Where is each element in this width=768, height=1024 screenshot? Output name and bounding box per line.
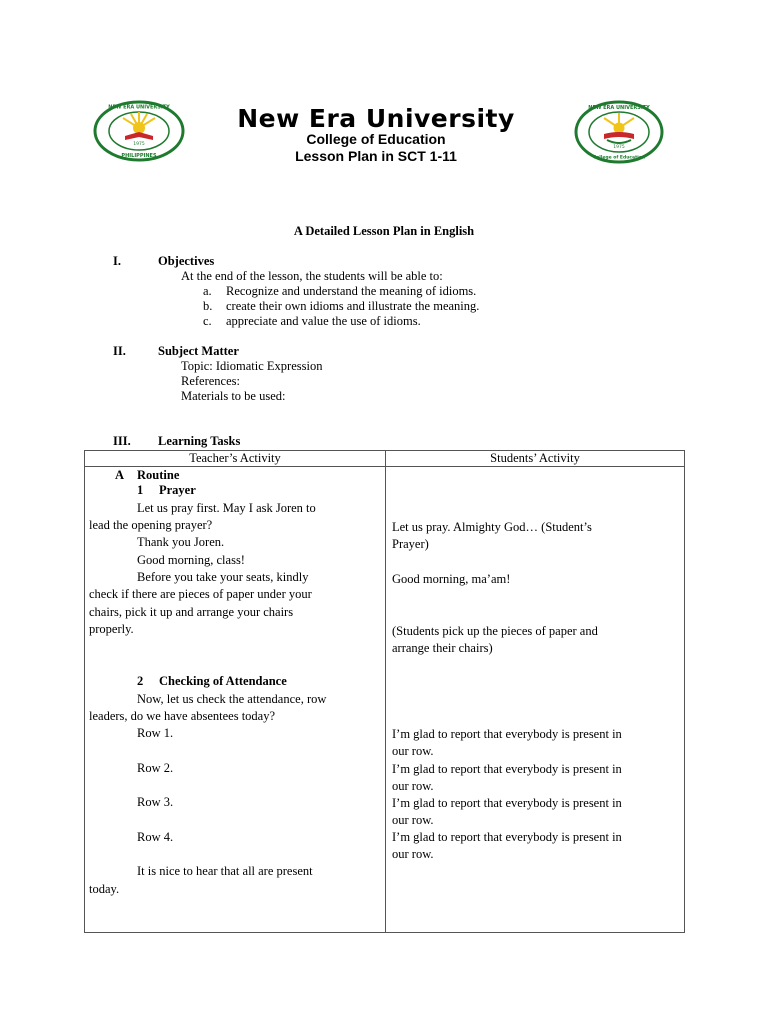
prayer-marker: 1 xyxy=(137,483,144,497)
teacher-line: Now, let us check the attendance, row xyxy=(137,692,327,706)
subject-materials: Materials to be used: xyxy=(181,389,286,403)
students-activity-header: Students’ Activity xyxy=(386,451,685,467)
subject-matter-numeral: II. xyxy=(113,344,126,358)
student-line: our row. xyxy=(392,847,434,861)
student-line: our row. xyxy=(392,813,434,827)
teacher-activity-cell xyxy=(85,467,386,933)
objectives-heading: Objectives xyxy=(158,254,215,268)
college-name: College of Education xyxy=(306,131,446,147)
svg-text:PHILIPPINES: PHILIPPINES xyxy=(121,153,157,159)
student-line: Good morning, ma’am! xyxy=(392,572,511,586)
objective-b-marker: b. xyxy=(203,299,213,313)
svg-text:1975: 1975 xyxy=(133,142,145,147)
section-a-marker: A xyxy=(115,468,125,482)
objectives-intro: At the end of the lesson, the students will be able to: xyxy=(181,269,443,283)
teacher-line: Good morning, class! xyxy=(137,553,245,567)
student-line: I’m glad to report that everybody is present in xyxy=(392,727,622,741)
attendance-title: Checking of Attendance xyxy=(159,674,287,688)
subject-topic: Topic: Idiomatic Expression xyxy=(181,359,323,373)
document-title: A Detailed Lesson Plan in English xyxy=(293,224,475,238)
course-name: Lesson Plan in SCT 1-11 xyxy=(295,148,457,164)
svg-text:NEW ERA UNIVERSITY: NEW ERA UNIVERSITY xyxy=(108,104,170,111)
learning-tasks-heading: Learning Tasks xyxy=(158,434,241,448)
teacher-line: chairs, pick it up and arrange your chairs xyxy=(89,605,294,619)
teacher-line: properly. xyxy=(89,622,134,636)
teacher-line: lead the opening prayer? xyxy=(89,518,213,532)
student-line: I’m glad to report that everybody is present in xyxy=(392,830,622,844)
student-line: I’m glad to report that everybody is present in xyxy=(392,796,622,810)
student-line: I’m glad to report that everybody is present in xyxy=(392,762,622,776)
svg-text:NEW ERA UNIVERSITY: NEW ERA UNIVERSITY xyxy=(588,105,650,111)
teacher-line: today. xyxy=(89,882,120,896)
subject-matter-heading: Subject Matter xyxy=(158,344,239,358)
teacher-line: Row 1. xyxy=(137,726,174,740)
learning-tasks-table xyxy=(84,450,685,933)
student-line: Prayer) xyxy=(392,537,429,551)
attendance-marker: 2 xyxy=(137,674,144,688)
learning-tasks-numeral: III. xyxy=(113,434,131,448)
section-a-title: Routine xyxy=(137,468,180,482)
objective-a-text: Recognize and understand the meaning of idioms. xyxy=(226,284,477,298)
teacher-line: Row 4. xyxy=(137,830,174,844)
subject-references: References: xyxy=(181,374,240,388)
teacher-line: Thank you Joren. xyxy=(137,535,225,549)
objective-c-marker: c. xyxy=(203,314,212,328)
student-line: arrange their chairs) xyxy=(392,641,493,655)
teacher-line: It is nice to hear that all are present xyxy=(137,864,313,878)
objective-c-text: appreciate and value the use of idioms. xyxy=(226,314,421,328)
prayer-title: Prayer xyxy=(159,483,196,497)
objective-b-text: create their own idioms and illustrate the meaning. xyxy=(226,299,480,313)
teacher-activity-header: Teacher’s Activity xyxy=(85,451,386,467)
student-line: (Students pick up the pieces of paper and xyxy=(392,624,598,638)
teacher-line: Row 2. xyxy=(137,761,174,775)
teacher-line: check if there are pieces of paper under your xyxy=(89,587,312,601)
teacher-line: Before you take your seats, kindly xyxy=(137,570,309,584)
teacher-line: Row 3. xyxy=(137,795,174,809)
students-activity-cell xyxy=(386,467,685,933)
objectives-numeral: I. xyxy=(113,254,121,268)
svg-text:College of Education: College of Education xyxy=(592,155,646,161)
objective-a-marker: a. xyxy=(203,284,212,298)
student-line: our row. xyxy=(392,744,434,758)
student-line: our row. xyxy=(392,779,434,793)
svg-text:1975: 1975 xyxy=(613,145,625,150)
student-line: Let us pray. Almighty God… (Student’s xyxy=(392,520,592,534)
teacher-line: Let us pray first. May I ask Joren to xyxy=(137,501,316,515)
university-name: New Era University xyxy=(237,104,515,133)
teacher-line: leaders, do we have absentees today? xyxy=(89,709,276,723)
